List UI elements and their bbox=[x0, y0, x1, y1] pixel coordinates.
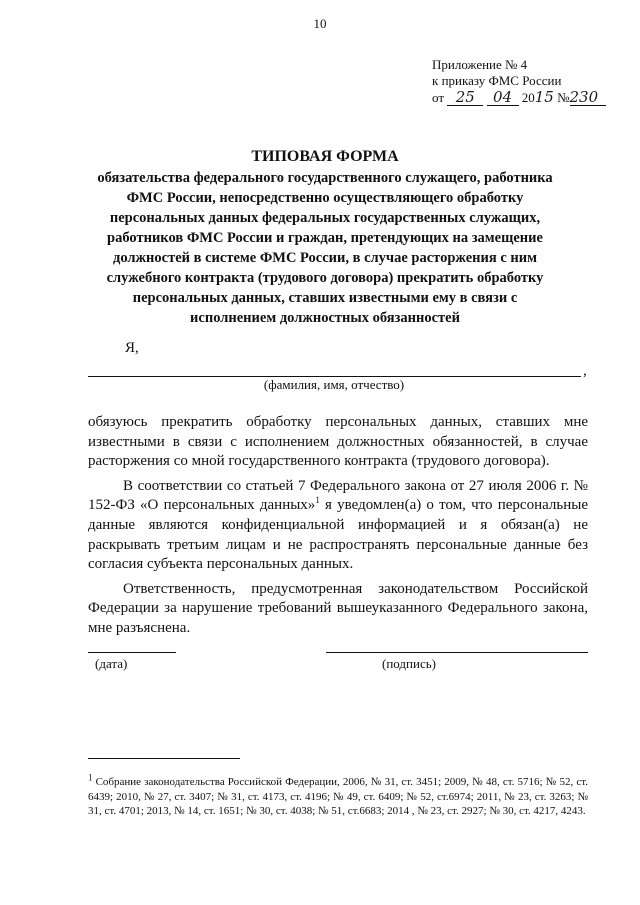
date-caption: (дата) bbox=[95, 656, 128, 671]
handwritten-month: 04 bbox=[487, 89, 519, 106]
page-number: 10 bbox=[313, 16, 327, 31]
paragraph-2-end: я уведомлен(а) о том, что персональные данные являются конфиденциальной информацией и я обязан(а) не раскрывать третьим лицам и не распространять персональные данные без согласия субъекта персональных данных. bbox=[88, 497, 588, 573]
footnote-ref: 1 bbox=[315, 495, 320, 506]
footnote-marker: 1 bbox=[88, 772, 93, 783]
year-prefix: 20 bbox=[521, 90, 535, 105]
fio-caption: (фамилия, имя, отчество) bbox=[263, 377, 405, 392]
form-title: ТИПОВАЯ ФОРМА bbox=[251, 148, 399, 165]
pronoun-ya: Я, bbox=[125, 340, 139, 356]
number-sign: № bbox=[557, 90, 570, 105]
fio-comma: , bbox=[583, 363, 587, 379]
paragraph-2 bbox=[88, 477, 588, 575]
appendix-line-1: Приложение № 4 bbox=[432, 57, 528, 72]
form-subtitle: обязательства федерального государственного служащего, работника ФМС России, непосредственно осуществляющего обработку персональных данных федеральных государственных служащих, работников ФМС России и граждан, претендующих на замещение должностей в системе ФМС России, в случае расторжения с ним служебного контракта (трудового договора) прекратить обработку персональных данных, ставших известными ему в связи с исполнением должностных обязанностей bbox=[97, 170, 553, 326]
footnote bbox=[88, 772, 588, 819]
date-fill-line bbox=[88, 652, 176, 653]
signature-fill-line bbox=[326, 652, 588, 653]
handwritten-year: 15 bbox=[534, 88, 554, 106]
footnote-separator bbox=[88, 758, 240, 759]
appendix-line-2: к приказу ФМС России bbox=[432, 73, 562, 88]
signature-caption: (подпись) bbox=[382, 656, 436, 671]
handwritten-day: 25 bbox=[447, 89, 483, 106]
body-text bbox=[88, 413, 588, 639]
handwritten-order-number: 230 bbox=[570, 89, 606, 106]
date-prefix: от bbox=[432, 90, 445, 105]
footnote-text: Собрание законодательства Российской Федерации, 2006, № 31, ст. 3451; 2009, № 48, ст. 5716; № 52, ст. 6439; 2010, № 27, ст. 3407; № 31, ст. 4173, ст. 4196; № 49, ст. 6409; № 52, ст.6974; 2011, № 23, ст. 3263; № 31, ст. 4701; 2013, № 14, ст. 1651; № 30, ст. 4038; № 51, ст.6683; 2014 , № 23, ст. 2927; № 30, ст. 4217, 4243. bbox=[88, 776, 588, 817]
appendix-header bbox=[432, 57, 606, 106]
paragraph-2-start: В соответствии со статьей 7 Федерального закона от 27 июля 2006 г. № 152-ФЗ «О персональных данных» bbox=[88, 477, 588, 514]
paragraph-3: Ответственность, предусмотренная законодательством Российской Федерации за нарушение требований вышеуказанного Федерального закона, мне разъяснена. bbox=[88, 580, 588, 636]
title-block bbox=[90, 147, 560, 328]
appendix-date-line bbox=[432, 89, 606, 106]
paragraph-1: обязуюсь прекратить обработку персональных данных, ставших мне известными в связи с исполнением должностных обязанностей, в случае расторжения со мной государственного контракта (трудового договора). bbox=[88, 414, 588, 470]
